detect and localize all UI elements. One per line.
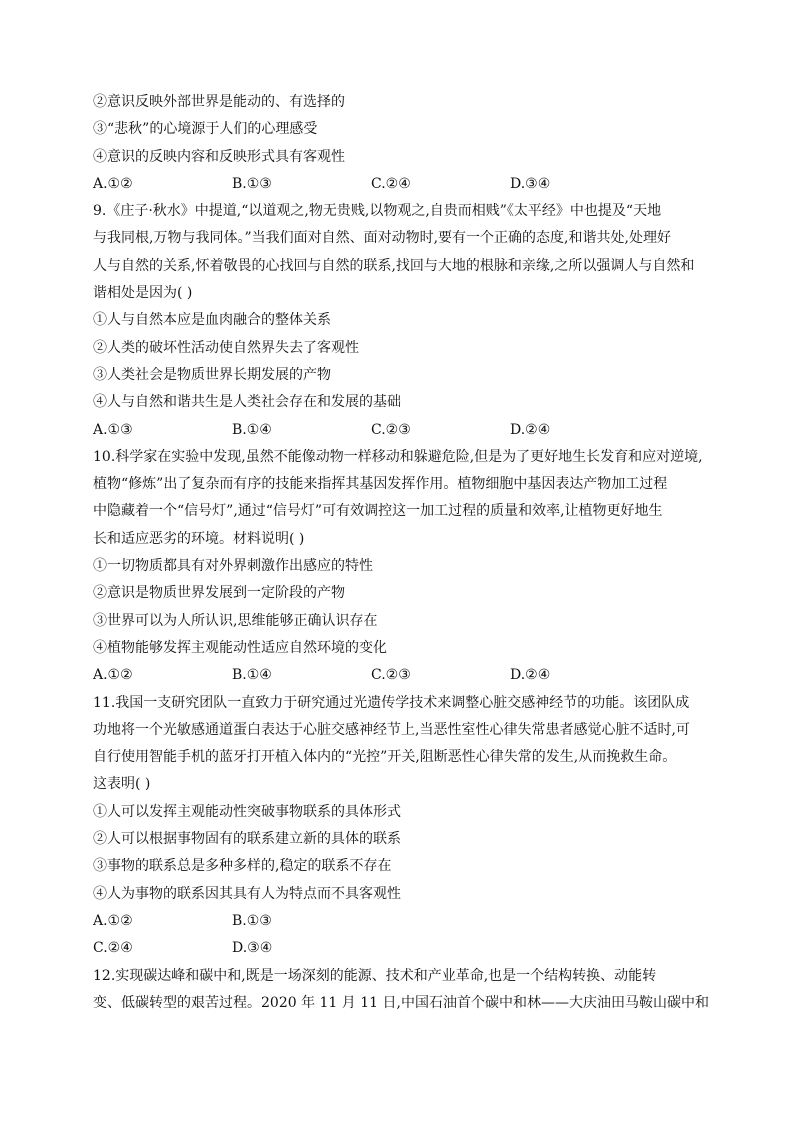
q11-item-4: ④人为事物的联系因其具有人为特点而不具客观性 bbox=[93, 885, 401, 902]
q10-option-d: D.②④ bbox=[510, 667, 551, 684]
q8-options bbox=[93, 171, 705, 198]
q10-item-2: ②意识是物质世界发展到一定阶段的产物 bbox=[93, 585, 345, 602]
q9-stem-line: 9.《庄子·秋水》中提道,“以道观之,物无贵贱,以物观之,自贵而相贱”《太平经》中也提及“天地 bbox=[93, 203, 662, 220]
q10-option-b: B.①④ bbox=[232, 667, 272, 684]
q11-option-c: C.②④ bbox=[93, 940, 133, 957]
q10-item-3: ③世界可以为人所认识,思维能够正确认识存在 bbox=[93, 612, 378, 629]
q8-option-b: B.①③ bbox=[232, 175, 272, 192]
q10-item-1: ①一切物质都具有对外界刺激作出感应的特性 bbox=[93, 558, 373, 575]
q11-option-d: D.③④ bbox=[232, 940, 273, 957]
q9-option-d: D.②④ bbox=[510, 421, 551, 438]
q11-options-row-1 bbox=[93, 908, 705, 935]
q8-item-2: ②意识反映外部世界是能动的、有选择的 bbox=[93, 94, 345, 110]
q11-item-1: ①人可以发挥主观能动性突破事物联系的具体形式 bbox=[93, 803, 401, 820]
q12-stem-line: 变、低碳转型的艰苦过程。2020 年 11 月 11 日,中国石油首个碳中和林——大庆油田马鞍山碳中和 bbox=[93, 994, 709, 1011]
q9-stem-line: 与我同根,万物与我同体。”当我们面对自然、面对动物时,要有一个正确的态度,和谐共处,处理好 bbox=[93, 230, 671, 247]
q10-option-c: C.②③ bbox=[371, 667, 411, 684]
q9-stem-line: 人与自然的关系,怀着敬畏的心找回与自然的联系,找回与大地的根脉和亲缘,之所以强调人与自然和 bbox=[93, 257, 695, 274]
q9-stem-line: 谐相处是因为( ) bbox=[93, 285, 193, 302]
q11-stem-line: 自行使用智能手机的蓝牙打开植入体内的“光控”开关,阻断恶性心律失常的发生,从而挽救生命。 bbox=[93, 749, 677, 766]
q8-option-a: A.①② bbox=[93, 175, 133, 192]
q10-stem-line: 植物“修炼”出了复杂而有序的技能来指挥其基因发挥作用。植物细胞中基因表达产物加工过程 bbox=[93, 476, 668, 493]
q11-item-3: ③事物的联系总是多种多样的,稳定的联系不存在 bbox=[93, 858, 392, 875]
q11-stem-line: 这表明( ) bbox=[93, 776, 151, 793]
q8-option-d: D.③④ bbox=[510, 175, 551, 192]
q10-stem-line: 中隐藏着一个“信号灯”,通过“信号灯”可有效调控这一加工过程的质量和效率,让植物更好地生 bbox=[93, 503, 663, 520]
q8-item-4: ④意识的反映内容和反映形式具有客观性 bbox=[93, 148, 345, 165]
q9-item-3: ③人类社会是物质世界长期发展的产物 bbox=[93, 366, 331, 383]
q8-item-3: ③“悲秋”的心境源于人们的心理感受 bbox=[93, 121, 318, 138]
exam-content bbox=[93, 89, 709, 1017]
q9-options bbox=[93, 417, 705, 444]
q11-option-b: B.①③ bbox=[232, 912, 272, 929]
q12-stem-line: 12.实现碳达峰和碳中和,既是一场深刻的能源、技术和产业革命,也是一个结构转换、动能转 bbox=[93, 967, 657, 984]
q11-stem-line: 功地将一个光敏感通道蛋白表达于心脏交感神经节上,当恶性室性心律失常患者感觉心脏不适时,可 bbox=[93, 721, 690, 738]
q10-options bbox=[93, 662, 705, 689]
q11-options-row-2 bbox=[93, 935, 705, 962]
q10-item-4: ④植物能够发挥主观能动性适应自然环境的变化 bbox=[93, 639, 387, 656]
q9-option-b: B.①④ bbox=[232, 421, 272, 438]
q9-option-a: A.①③ bbox=[93, 421, 133, 438]
q9-item-2: ②人类的破坏性活动使自然界失去了客观性 bbox=[93, 339, 359, 356]
q11-item-2: ②人可以根据事物固有的联系建立新的具体的联系 bbox=[93, 831, 401, 848]
q11-option-a: A.①② bbox=[93, 912, 133, 929]
q11-stem-line: 11.我国一支研究团队一直致力于研究通过光遗传学技术来调整心脏交感神经节的功能。该团队成 bbox=[93, 694, 690, 711]
q10-option-a: A.①② bbox=[93, 667, 133, 684]
q9-item-4: ④人与自然和谐共生是人类社会存在和发展的基础 bbox=[93, 394, 401, 411]
q9-option-c: C.②③ bbox=[371, 421, 411, 438]
q10-stem-line: 10.科学家在实验中发现,虽然不能像动物一样移动和躲避危险,但是为了更好地生长发育和应对逆境, bbox=[93, 448, 703, 465]
q10-stem-line: 长和适应恶劣的环境。材料说明( ) bbox=[93, 530, 305, 547]
q8-option-c: C.②④ bbox=[371, 175, 411, 192]
q9-item-1: ①人与自然本应是血肉融合的整体关系 bbox=[93, 312, 331, 329]
